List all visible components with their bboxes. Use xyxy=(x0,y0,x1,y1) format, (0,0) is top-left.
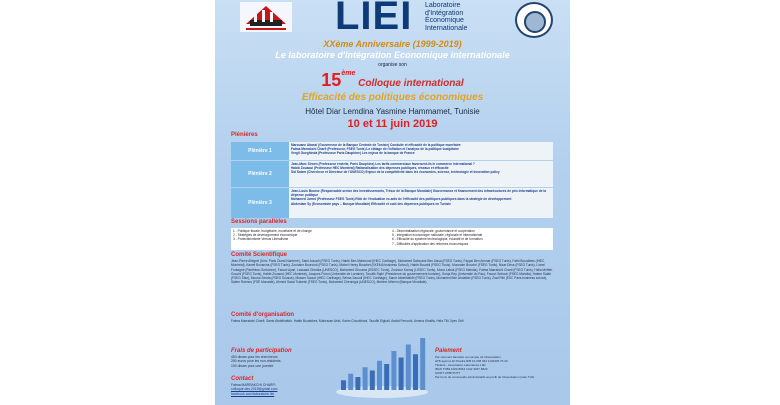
plenary-row xyxy=(231,161,553,187)
plenary-row xyxy=(231,142,553,160)
paiement-list: Par virement bancaire au compte de l'Association ATB agence El Khadra RIB 10 208 064 1102345 76 20 Titulaire : Association Laboratoire LIEI IBAN TN59 1020 8064 1102 3457 6820 SWIFT ATBKTNTT Par bons de commande administratifs au profit de l'Association (code TVA) xyxy=(435,355,535,379)
chart-bar xyxy=(341,380,346,390)
colloque-number: 15 xyxy=(321,70,342,90)
conference-poster xyxy=(215,0,570,405)
chart-bar xyxy=(399,358,404,391)
colloque-text: Colloque international xyxy=(358,78,464,89)
contact-facebook-link[interactable]: facebook.com/laboratoire.liei xyxy=(231,391,275,396)
contact-email-link[interactable]: colloque.des.2019@gmail.com xyxy=(231,387,278,392)
anniversary-line: XXème Anniversaire (1999-2019) xyxy=(323,39,462,49)
plenary-label: Plénière 2 xyxy=(231,161,289,187)
plenary-label: Plénière 1 xyxy=(231,142,289,160)
chart-bar xyxy=(377,361,382,390)
conference-dates: 10 et 11 juin 2019 xyxy=(347,118,438,130)
chart-bar xyxy=(348,374,353,390)
sessions-title: Sessions parallèles xyxy=(231,219,287,225)
sessions-left: 1 - Politique fiscale, budgétaire, monétaire et de change 2 - Stratégies de développement économique 3 - Protectionnisme Versus Libéralisme xyxy=(233,229,312,242)
chart-bar xyxy=(384,364,389,390)
plenary-body: Marouane Abassi (Gouverneur de la Banque Centrale de Tunisie) Conduite et efficacité de la politique monétaire Fatma Marrakchi Charfi (Professeur, FSEG Tunis) Le ciblage de l'inflation et l'analyse de la politique budgétaire Vergil Gueghinda (Professeur Paris Dauphine) Les enjeux de la banque de France xyxy=(289,142,553,160)
chart-bar xyxy=(355,377,360,390)
sessions-box xyxy=(231,228,553,250)
chart-bar xyxy=(391,351,396,390)
paiement-title: Paiement xyxy=(435,348,462,354)
colloque-superscript: ème xyxy=(341,70,356,77)
comite-scientifique-title: Comité Scientifique xyxy=(231,252,288,258)
conference-theme: Efficacité des politiques économiques xyxy=(301,92,484,103)
brand-title: LIEI xyxy=(335,0,413,38)
chart-bar xyxy=(370,371,375,391)
frais-list: 450 dinars pour les chercheurs 250 euros pour les non-résidents 100 dinars pour une journée xyxy=(231,355,281,368)
chart-bar xyxy=(406,345,411,391)
university-logo-icon xyxy=(240,2,292,32)
association-seal-icon xyxy=(515,2,553,38)
comite-organisation-title: Comité d'organisation xyxy=(231,312,295,318)
organise-text: organise son xyxy=(378,62,407,68)
decorative-chart-image xyxy=(335,330,430,400)
lab-name: Le laboratoire d'Intégration Economique internationale xyxy=(275,50,510,60)
frais-title: Frais de participation xyxy=(231,348,292,354)
chart-bar xyxy=(363,367,368,390)
comite-organisation-text: Fatma Marrakchi Charfi, Samir Abdelhafidh, Habib Bouabbes, Mahrazan Abid, Karim Chouikhani, Taoufik Elghali, Arafat Ferrouhi, Amena Khalifa, Hela Tlili, Ilyes Griti xyxy=(231,319,464,323)
pleniers-title: Plénières xyxy=(231,132,258,138)
chart-bar xyxy=(413,354,418,390)
plenary-body: Jean-Marc Siroen (Professeur émérite, Paris Dauphine) Les tarifs commerciaux favorisent-ils le commerce international ? Habib Zouaoui (Professeur HEC Montréal) Rationalisation des dépenses publiques, réseaux et efficacité Sid Salem (Chercheur et Directeur de l'UNESCO) Enjeux de la compétitivité dans les économies, science, technologie et innovation policy xyxy=(289,161,553,187)
venue: Hôtel Diar Lemdina Yasmine Hammamet, Tunisie xyxy=(305,107,480,116)
plenary-body: Jean-Louis Bourse (Responsable senior des investissements, Trésor de la Banque Mondiale) Gouvernance et financement des infrastructures de prix informatique de la dépense publique Mohamed Jomni (Professeur FSEG Tunis) Rôle de l'évaluation ex-ante de l'efficacité des politiques publiques dans la stratégie de développement Abdeslam Sy (Economiste pays – Banque Mondiale) Efficacité et coût des dépenses publiques en Tunisie xyxy=(289,188,553,218)
contact-title: Contact xyxy=(231,376,254,382)
plenary-label: Plénière 3 xyxy=(231,188,289,218)
plenary-row xyxy=(231,188,553,218)
comite-scientifique-text: Jean-Pierre Allegret (Univ. Paris Ouest Nanterre), Sami Aouadi (FSEG Tunis), Habib Ben Mahmoud (IHEC Carthage), Mohamed Safouane Ben Aissa (FSEG Tunis), Fayçal Ben Ammar (FSEG Tunis), Fathi Bouabbes (IHEC Montréal), Kamel Bousnina (FSEG Tunis), Zouhaier Bourchdi (FSEG Tunis), Michel Henry Bouchet (SKEMA business School), Habib Bouzidi (FSEG Tunis), Mounaim Bouchri (FSEG Tunis), Nizar Driss (FSEG Tunis), Lionel Fontagné (Panthéon-Sorbonne), Faouzi Ayari, Lassaad Ghedira (UNESCO), Mohamed Ghouma (ESSEC Tunis), Zouhour Karray (LSSEC Tunis), Mona Labidi (FSEG Mahdia), Fatma Marrakchi Charfi (FSEG Tunis), Hella Mefteh Gouchi (FSEG Tunis), Habib Zouaoui (HEC Montréal), Jacques Poirot (Université de Lorraine), Taoufik Rajhi (Présidence du gouvernement tunisien), Sonja Rey (Université du Pau), Faouzi Sebouii (FSEG Mahdia), Hatem Salah (FSEG Sfax), Mouna Smida (FSEG Sousse), Mosser Saoud (IHEC Carthage), Selma Saoudi (IHEC Carthage), Samir Abdelhafidh (FSEG Tunis), Mohamed Ben Abdallah (FSEG Tunis), Ziad Rihi (ESC Paris business school), Salem Rannou (FSE Monastir), Ahmed Sassi Trabelsi (FSEG Tunis), Mohamed Chennigui (UNESCO), Meriem Mhenni (Banque Mondiale). xyxy=(231,259,553,285)
brand-subtitle: Laboratoire d'Intégration Économique Internationale xyxy=(425,2,468,32)
contact-list: Fatma MARRAKCHI CHARFI colloque.des.2019@gmail.com facebook.com/laboratoire.liei xyxy=(231,383,331,396)
chart-bar xyxy=(420,338,425,390)
plenary-table xyxy=(231,142,553,219)
colloque-title xyxy=(215,70,570,91)
sessions-right: 4 - Décentralisation régionale, gouvernance et coopération 5 - Intégration économique nationale, régionale et internationale 6 - Efficacité du système technologique, éducatif et de formation 7 - Difficultés d'application des réformes économiques xyxy=(392,229,483,246)
